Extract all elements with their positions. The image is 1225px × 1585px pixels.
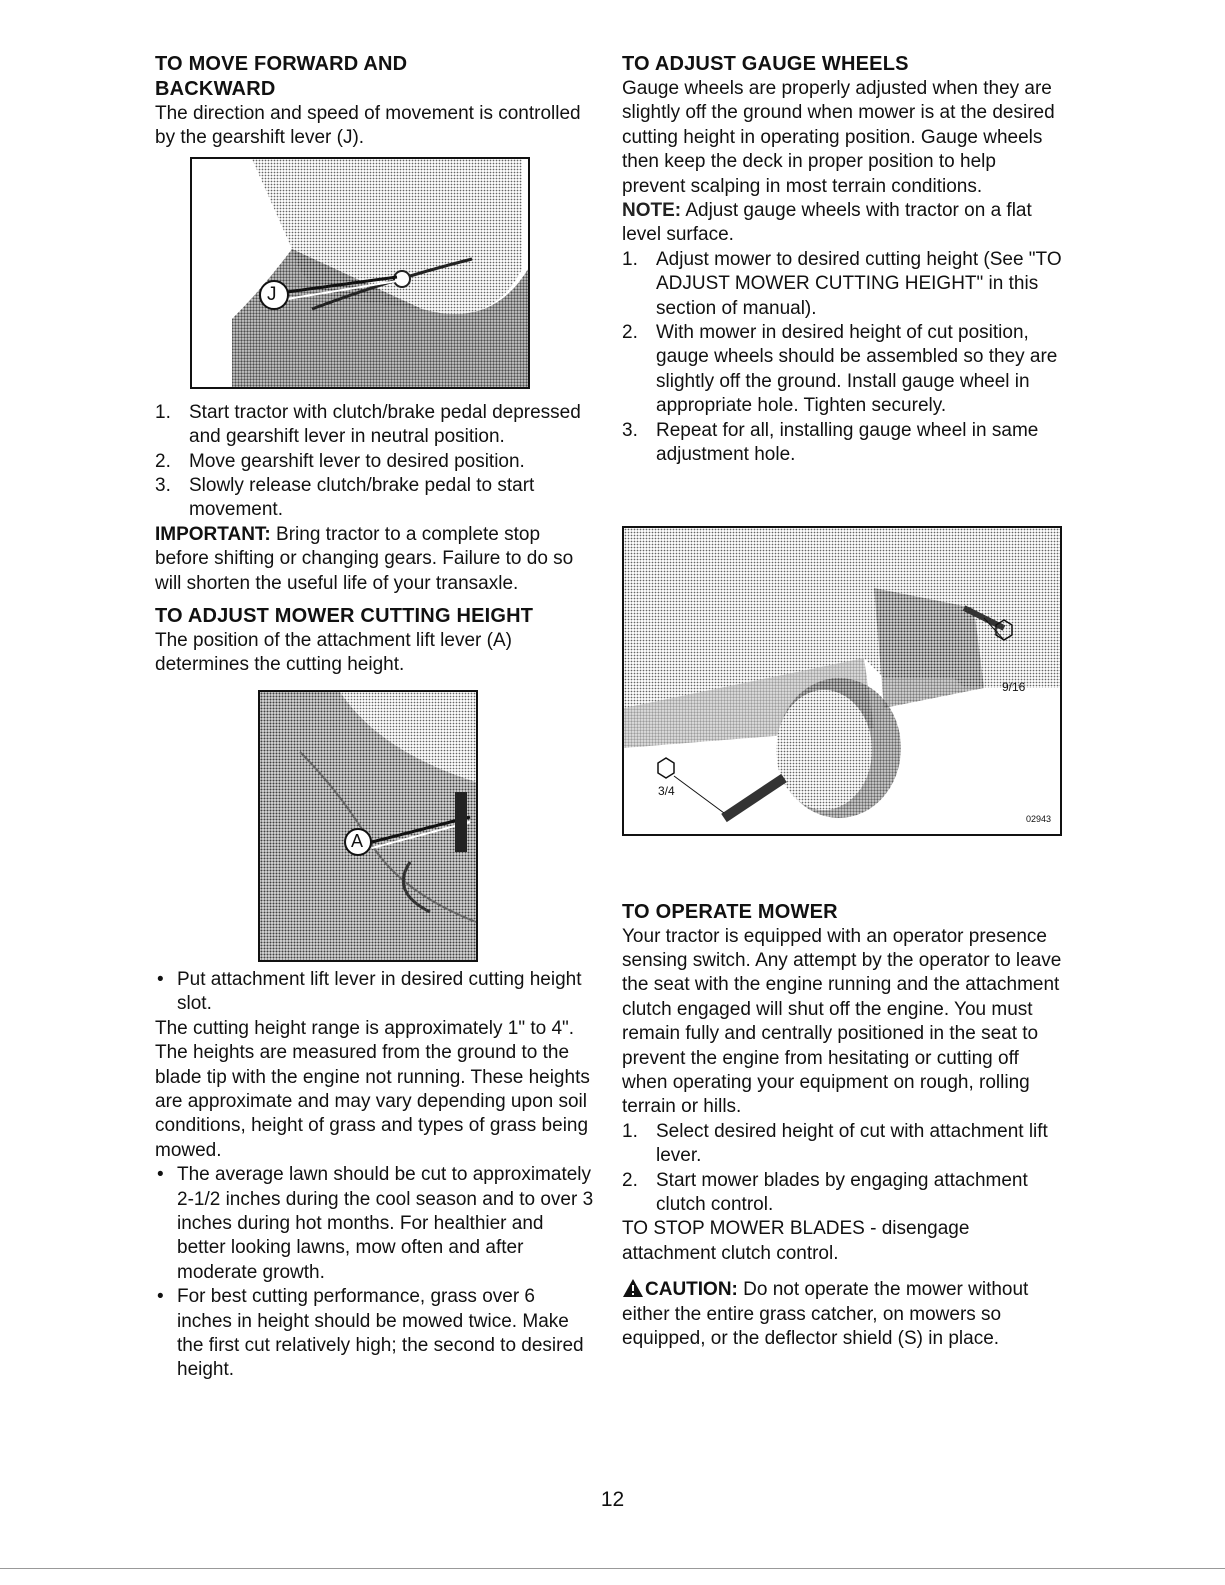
step-text: Slowly release clutch/brake pedal to start movement. — [189, 475, 535, 521]
caution-label: CAUTION: — [645, 1279, 738, 1301]
gearshift-figure — [190, 157, 530, 389]
list-item — [155, 1163, 595, 1285]
step-number: 2. — [155, 450, 171, 472]
heading-move-forward — [155, 52, 595, 102]
step-text: Start mower blades by engaging attachment clutch control. — [656, 1169, 1028, 1215]
list-item — [622, 419, 1062, 468]
list-item — [155, 474, 595, 523]
callout-label-j: J — [267, 283, 277, 305]
step-number: 1. — [155, 401, 171, 423]
size-label-3-4: 3/4 — [658, 783, 675, 798]
bullet-dot: • — [157, 1164, 164, 1186]
step-number: 2. — [622, 322, 638, 344]
warning-icon — [622, 1278, 644, 1298]
heading-operate-mower: TO OPERATE MOWER — [622, 900, 838, 923]
list-item — [155, 401, 595, 450]
size-label-9-16: 9/16 — [1002, 679, 1026, 694]
list-item — [155, 1285, 595, 1383]
bullet-text: The average lawn should be cut to approximately 2-1/2 inches during the cool season and to over 3 inches during hot months. For healthier and better looking lawns, mow often and after moderate growth. — [177, 1164, 594, 1283]
list-item — [622, 1120, 1062, 1169]
step-number: 3. — [622, 419, 638, 441]
step-number: 1. — [622, 1120, 638, 1142]
step-number: 3. — [155, 475, 171, 497]
step-number: 2. — [622, 1169, 638, 1191]
left-column — [155, 52, 595, 1383]
figure-code: 02943 — [1026, 813, 1052, 824]
step-text: Repeat for all, installing gauge wheel in same adjustment hole. — [656, 419, 1039, 466]
range-text: The cutting height range is approximately 1" to 4". The heights are measured from the ground to the blade tip with the engine not running. These heights are approximate and may vary depending upon soil conditions, height of grass and types of grass being mowed. — [155, 1017, 590, 1161]
tips-bullets — [155, 1163, 595, 1383]
important-note — [155, 523, 595, 596]
list-item — [155, 450, 595, 474]
heading-line: TO MOVE FORWARD AND — [155, 53, 408, 75]
gauge-wheel-figure — [622, 526, 1062, 836]
heading-cutting-height: TO ADJUST MOWER CUTTING HEIGHT — [155, 605, 534, 628]
important-label: IMPORTANT: — [155, 523, 271, 545]
cutting-height-intro: The position of the attachment lift lever (A) determines the cutting height. — [155, 630, 512, 676]
bullet-text: For best cutting performance, grass over 6 inches in height should be mowed twice. Make the first cut relatively high; the second to desired height. — [177, 1286, 584, 1381]
list-item — [622, 321, 1062, 419]
note-text: Adjust gauge wheels with tractor on a flat level surface. — [622, 200, 1032, 246]
page-number: 12 — [600, 1488, 625, 1511]
lift-lever-figure — [258, 690, 478, 962]
gauge-wheel-illustration — [624, 528, 1060, 834]
bullet-dot: • — [157, 1286, 164, 1308]
step-number: 1. — [622, 248, 638, 270]
move-steps — [155, 401, 595, 523]
operate-text: Your tractor is equipped with an operator presence sensing switch. Any attempt by the operator to leave the seat with the engine running and the attachment clutch engaged will shut off the engine. You must remain fully and centrally positioned in the seat to prevent the engine from hesitating or cutting off when operating your equipment on rough, rolling terrain or hills. — [622, 925, 1062, 1118]
caution-note — [622, 1278, 1062, 1351]
important-text: Bring tractor to a complete stop before shifting or changing gears. Failure to do so will shorten the useful life of your transaxle. — [155, 523, 574, 594]
list-item — [155, 968, 595, 1017]
lift-lever-illustration — [260, 692, 476, 960]
step-text: Move gearshift lever to desired position. — [189, 450, 525, 472]
step-text: With mower in desired height of cut position, gauge wheels should be assembled so they are slightly off the ground. Install gauge wheel in appropriate hole. Tighten securely. — [656, 322, 1058, 417]
gauge-note — [622, 199, 1062, 248]
note-label: NOTE: — [622, 200, 682, 222]
list-item — [622, 1169, 1062, 1218]
caution-text: Do not operate the mower without either the entire grass catcher, on mowers so equipped, or the deflector shield (S) in place. — [622, 1279, 1029, 1349]
step-text: Start tractor with clutch/brake pedal depressed and gearshift lever in neutral position. — [189, 401, 581, 448]
list-item — [622, 248, 1062, 321]
right-column — [622, 52, 1062, 1351]
bullet-dot: • — [157, 968, 164, 990]
heading-line: BACKWARD — [155, 78, 276, 100]
operate-steps — [622, 1120, 1062, 1218]
gauge-steps — [622, 248, 1062, 468]
step-text: Adjust mower to desired cutting height (See "TO ADJUST MOWER CUTTING HEIGHT" in this section of manual). — [656, 248, 1062, 319]
heading-gauge-wheels: TO ADJUST GAUGE WHEELS — [622, 53, 909, 75]
callout-label-a: A — [351, 830, 364, 851]
stop-blades-text: TO STOP MOWER BLADES - disengage attachment clutch control. — [622, 1218, 970, 1264]
gauge-intro: Gauge wheels are properly adjusted when they are slightly off the ground when mower is at the desired cutting height in operating position. Gauge wheels then keep the deck in proper position to help prevent scalping in most terrain conditions. — [622, 78, 1055, 197]
gearshift-illustration — [192, 159, 528, 387]
bullet-text: Put attachment lift lever in desired cutting height slot. — [177, 968, 582, 1015]
move-intro: The direction and speed of movement is controlled by the gearshift lever (J). — [155, 103, 581, 149]
bottom-rule — [0, 1568, 1225, 1569]
step-text: Select desired height of cut with attachment lift lever. — [656, 1120, 1048, 1167]
lift-lever-bullets — [155, 968, 595, 1017]
